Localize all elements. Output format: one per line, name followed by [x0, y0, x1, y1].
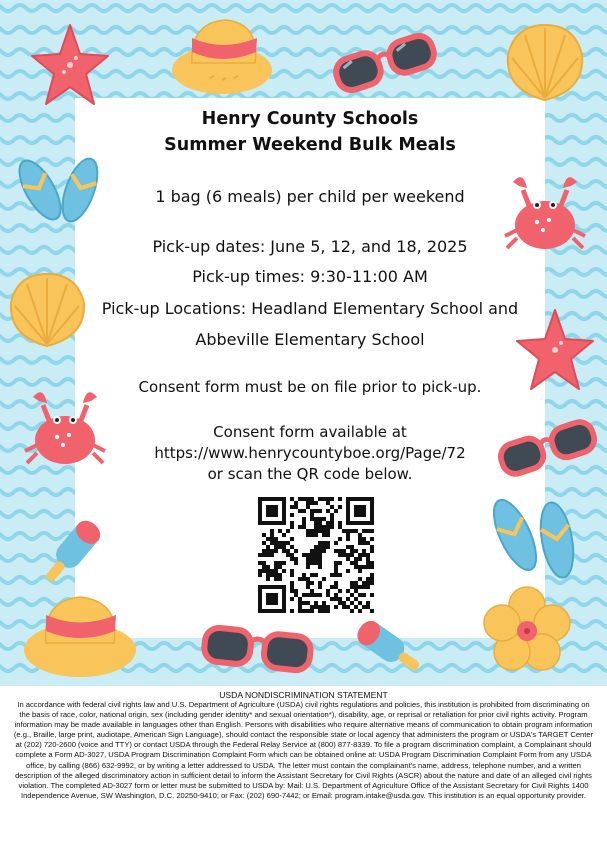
- hibiscus-flower-icon: [482, 585, 572, 675]
- qr-code-icon[interactable]: [258, 497, 374, 613]
- per-child-text: 1 bag (6 meals) per child per weekend: [155, 187, 465, 206]
- qr-finder: [354, 505, 366, 517]
- notice-title: USDA NONDISCRIMINATION STATEMENT: [219, 690, 388, 700]
- flyer-title-line1: Henry County Schools: [201, 109, 419, 129]
- pickup-times: Pick-up times: 9:30-11:00 AM: [192, 267, 428, 286]
- qr-finder: [266, 505, 278, 517]
- flip-flops-icon: [485, 490, 585, 585]
- consent-available-text: Consent form available at: [213, 423, 407, 441]
- pickup-dates: Pick-up dates: June 5, 12, and 18, 2025: [152, 237, 468, 256]
- sunglasses-icon: [200, 620, 315, 686]
- seashell-icon: [500, 20, 590, 105]
- qr-hint-text: or scan the QR code below.: [207, 465, 413, 483]
- usda-notice: [12, 690, 595, 801]
- flyer-title-line2: Summer Weekend Bulk Meals: [164, 135, 456, 155]
- pickup-locations-line2: Abbeville Elementary School: [195, 330, 425, 349]
- consent-url-link[interactable]: https://www.henrycountyboe.org/Page/72: [154, 444, 466, 462]
- notice-body: In accordance with federal civil rights law and U.S. Department of Agriculture (USDA) civil rights regulations and policies, this institution is prohibited from discriminating on the basis of race, color, national origin, sex (including gender identity* and sexual orientation*), disability, age, or reprisal or retaliation for prior civil rights activity. Program information may be made available in languages other than English. Persons with disabilities who require alternative means of communication to obtain program information (e.g., Braille, large print, audiotape, American Sign Language), should contact the responsible state or local agency that administers the program or USDA's TARGET Center at (202) 720-2600 (voice and TTY) or contact USDA through the Federal Relay Service at (800) 877-8339. To file a program discrimination complaint, a Complainant should complete a Form AD-3027, USDA Program Discrimination Complaint Form which can be obtained online at: USDA Program Discrimination Complaint Form from any USDA office, by calling (866) 632-9992, or by writing a letter addressed to USDA. The letter must contain the complainant's name, address, telephone number, and a written description of the alleged discriminatory action in sufficient detail to inform the Assistant Secretary for Civil Rights (ASCR) about the nature and date of an alleged civil rights violation. The completed AD-3027 form or letter must be submitted to USDA by: Mail: U.S. Department of Agriculture Office of the Assistant Secretary for Civil Rights 1400 Independence Avenue, SW Washington, D.C. 20250-9410; or Fax: (202) 690-7442; or Email: program.intake@usda.gov. This institution is an equal opportunity provider.: [13, 700, 594, 800]
- qr-finder: [266, 593, 278, 605]
- sunglasses-icon: [330, 25, 440, 100]
- pickup-locations-line1: Pick-up Locations: Headland Elementary School and: [101, 299, 519, 318]
- popsicle-icon: [345, 610, 435, 686]
- sun-hat-icon: [170, 8, 275, 98]
- sun-hat-icon: [20, 585, 140, 680]
- popsicle-icon: [30, 508, 115, 593]
- consent-required-text: Consent form must be on file prior to pick-up.: [138, 378, 482, 396]
- starfish-icon: [30, 20, 110, 110]
- wave-line: [0, 5, 607, 11]
